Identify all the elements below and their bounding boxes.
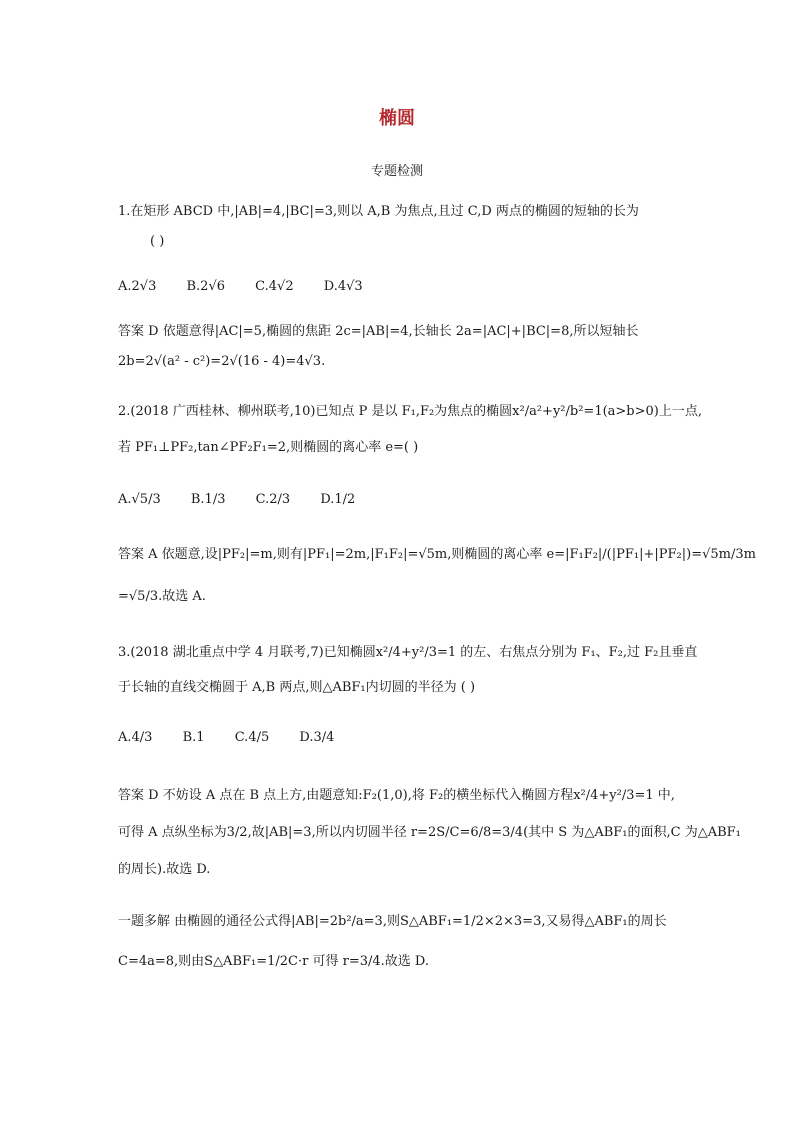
- q1-stem-line1: 1.在矩形 ABCD 中,|AB|=4,|BC|=3,则以 A,B 为焦点,且过 C,D 两点的椭圆的短轴的长为: [118, 204, 639, 219]
- q2-options: [118, 490, 355, 510]
- q3-answer-line3: 的周长).故选 D.: [118, 862, 211, 877]
- q2-option-b: B.1/3: [190, 492, 226, 507]
- q2-stem-line2: 若 PF₁⊥PF₂,tan∠PF₂F₁=2,则椭圆的离心率 e=( ): [118, 440, 419, 455]
- q2-answer-line2: =√5/3.故选 A.: [118, 589, 206, 604]
- q3-stem-line2: 于长轴的直线交椭圆于 A,B 两点,则△ABF₁内切圆的半径为 ( ): [118, 680, 476, 695]
- q1-blank: ( ): [150, 234, 165, 249]
- q3-option-b: B.1: [182, 730, 205, 745]
- page-title: 椭圆: [379, 108, 415, 129]
- q1-option-b: B.2√6: [186, 279, 226, 294]
- q3-answer-line1: 答案 D 不妨设 A 点在 B 点上方,由题意知:F₂(1,0),将 F₂的横坐标代入椭圆方程x²/4+y²/3=1 中,: [118, 788, 675, 803]
- q2-option-c: C.2/3: [255, 492, 291, 507]
- section-subtitle: 专题检测: [370, 164, 423, 179]
- q1-answer-line2: 2b=2√(a² - c²)=2√(16 - 4)=4√3.: [118, 354, 326, 369]
- q3-alt-solution-line2: C=4a=8,则由S△ABF₁=1/2C·r 可得 r=3/4.故选 D.: [118, 954, 429, 969]
- q3-stem-line1: 3.(2018 湖北重点中学 4 月联考,7)已知椭圆x²/4+y²/3=1 的左、右焦点分别为 F₁、F₂,过 F₂且垂直: [118, 645, 698, 660]
- q1-option-d: D.4√3: [323, 279, 363, 294]
- q3-options: [118, 728, 334, 748]
- q1-option-a: A.2√3: [118, 279, 157, 294]
- q2-option-a: A.√5/3: [118, 492, 161, 507]
- q1-answer-line1: 答案 D 依题意得|AC|=5,椭圆的焦距 2c=|AB|=4,长轴长 2a=|AC|+|BC|=8,所以短轴长: [118, 324, 639, 339]
- q3-option-d: D.3/4: [299, 730, 335, 745]
- q2-stem-line1: 2.(2018 广西桂林、柳州联考,10)已知点 P 是以 F₁,F₂为焦点的椭圆x²/a²+y²/b²=1(a>b>0)上一点,: [118, 404, 702, 419]
- q1-option-c: C.4√2: [255, 279, 294, 294]
- q2-answer-line1: 答案 A 依题意,设|PF₂|=m,则有|PF₁|=2m,|F₁F₂|=√5m,则椭圆的离心率 e=|F₁F₂|/(|PF₁|+|PF₂|)=√5m/3m: [118, 547, 756, 562]
- q2-option-d: D.1/2: [320, 492, 356, 507]
- q3-option-c: C.4/5: [234, 730, 270, 745]
- q3-option-a: A.4/3: [118, 730, 153, 745]
- q1-options: [118, 277, 363, 297]
- q3-answer-line2: 可得 A 点纵坐标为3/2,故|AB|=3,所以内切圆半径 r=2S/C=6/8=3/4(其中 S 为△ABF₁的面积,C 为△ABF₁: [118, 825, 741, 840]
- q3-alt-solution-line1: 一题多解 由椭圆的通径公式得|AB|=2b²/a=3,则S△ABF₁=1/2×2×3=3,又易得△ABF₁的周长: [118, 914, 667, 929]
